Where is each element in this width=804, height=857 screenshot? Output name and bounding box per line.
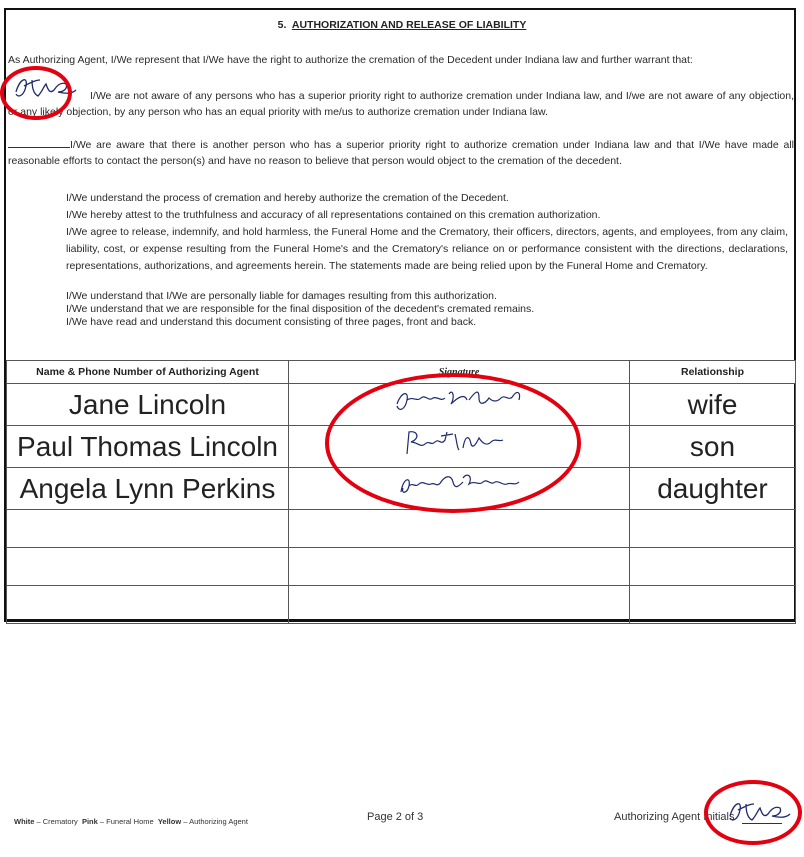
- footer-initials-highlight: [704, 780, 802, 845]
- clause: I/We understand that I/We are personally liable for damages resulting from this authorization.: [66, 290, 497, 302]
- agent-relationship: wife: [630, 384, 796, 426]
- agent-name: Paul Thomas Lincoln: [7, 426, 289, 468]
- clause: I/We understand that we are responsible for the final disposition of the decedent's cremated remains.: [66, 303, 535, 315]
- initials-blank: [8, 137, 70, 148]
- copy-distribution: White – Crematory Pink – Funeral Home Yellow – Authorizing Agent: [14, 817, 248, 826]
- copy-dest: Authorizing Agent: [189, 817, 248, 826]
- col-header-name: Name & Phone Number of Authorizing Agent: [7, 361, 289, 384]
- clause: I/We agree to release, indemnify, and hold harmless, the Funeral Home and the Crematory, their officers, directors, agents, and employees, from any claim, liability, cost, or expense resulting from the Funeral Home's and the Crematory's reliance on or performance consistent with the directions, declarations, representations, authorizations, and agreements herein. The statements made are being relied upon by the Funeral Home and Crematory.: [66, 226, 788, 272]
- table-row: [7, 510, 796, 548]
- clause: I/We have read and understand this document consisting of three pages, front and back.: [66, 316, 477, 328]
- initials-label: Authorizing Agent Initials: [614, 811, 735, 823]
- section-title: [0, 19, 804, 31]
- statement-2-text: I/We are aware that there is another person who has a superior priority right to authorize cremation under Indiana law and that I/We have made all reasonable efforts to contact the person(s) and have no reason to believe that person would object to the cremation of the decedent.: [8, 139, 794, 167]
- agent-name: Jane Lincoln: [7, 384, 289, 426]
- agent-relationship: daughter: [630, 468, 796, 510]
- empty-cell: [7, 548, 289, 586]
- copy-color: Yellow: [157, 817, 182, 826]
- section-number: 5.: [277, 19, 287, 31]
- statement-2: [8, 137, 794, 169]
- agent-relationship: son: [630, 426, 796, 468]
- statement-1: I/We are not aware of any persons who has a superior priority right to authorize cremation under Indiana law, and I/we are not aware of any objection, or any likely objection, by any person who has an equal priority with me/us to authorize cremation under Indiana law.: [8, 90, 794, 118]
- table-row: [7, 586, 796, 624]
- agent-name: Angela Lynn Perkins: [7, 468, 289, 510]
- initials-highlight: [0, 66, 72, 120]
- intro-text: As Authorizing Agent, I/We represent that I/We have the right to authorize the cremation of the Decedent under Indiana law and further warrant that:: [8, 54, 693, 66]
- signatures-highlight: [325, 373, 581, 513]
- copy-dest: Crematory: [42, 817, 78, 826]
- section-title-text: AUTHORIZATION AND RELEASE OF LIABILITY: [291, 19, 527, 31]
- copy-color: Pink: [81, 817, 98, 826]
- copy-color: White: [14, 817, 35, 826]
- copy-dest: Funeral Home: [106, 817, 154, 826]
- empty-cell: [7, 510, 289, 548]
- empty-cell: [289, 548, 630, 586]
- empty-cell: [7, 586, 289, 624]
- empty-cell: [630, 586, 796, 624]
- page-number: Page 2 of 3: [367, 811, 424, 823]
- empty-cell: [289, 510, 630, 548]
- empty-cell: [630, 548, 796, 586]
- clause: I/We understand the process of cremation and hereby authorize the cremation of the Decedent.: [66, 192, 509, 204]
- empty-cell: [289, 586, 630, 624]
- empty-cell: [630, 510, 796, 548]
- table-row: [7, 548, 796, 586]
- col-header-signature: Signature: [289, 361, 630, 384]
- col-header-relationship: Relationship: [630, 361, 796, 384]
- clause: I/We hereby attest to the truthfulness and accuracy of all representations contained on this cremation authorization.: [66, 209, 601, 221]
